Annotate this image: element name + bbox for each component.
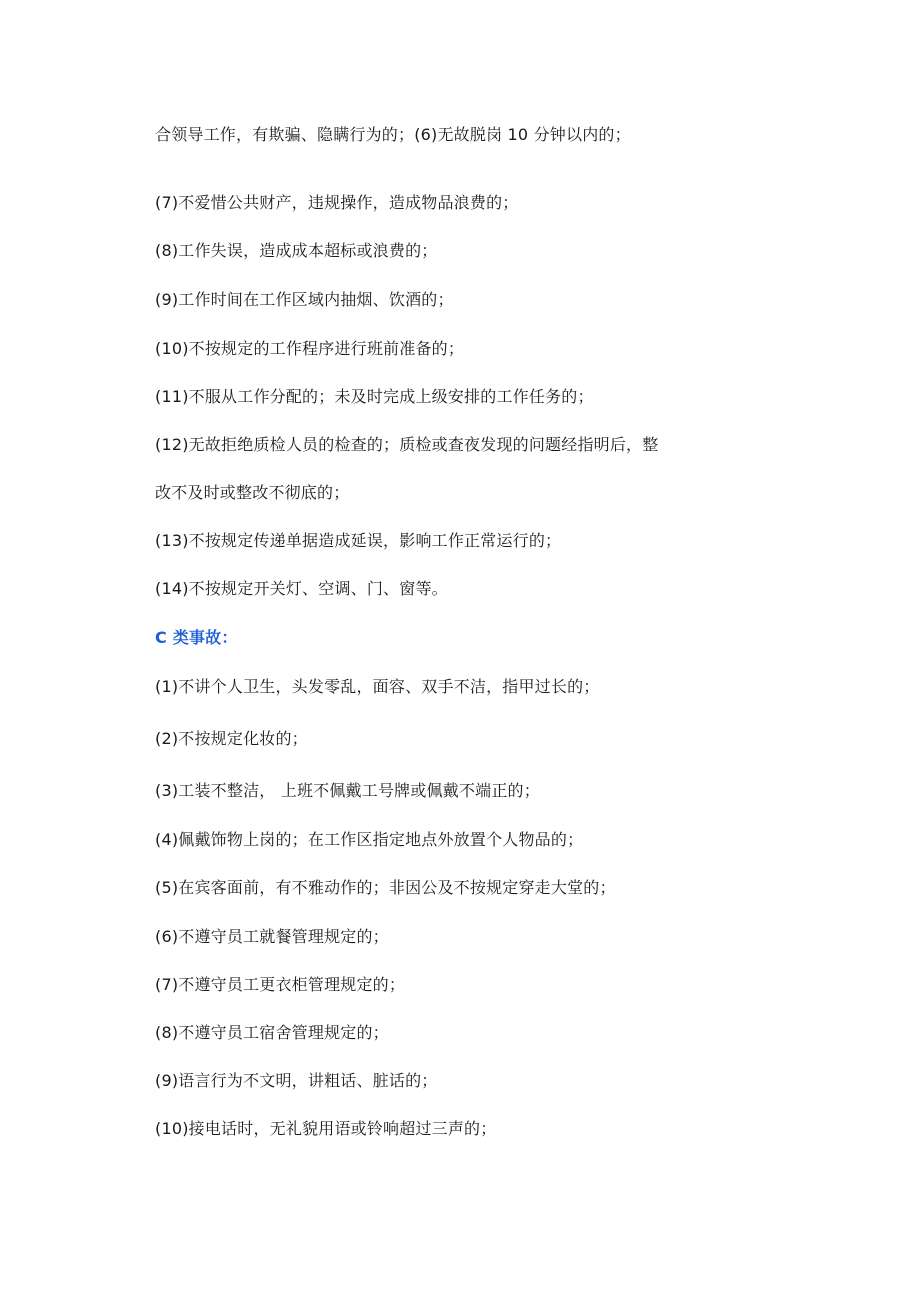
section-heading: C 类事故： [155,628,238,647]
list-item: (2)不按规定化妆的； [155,729,308,748]
list-item: (11)不服从工作分配的；未及时完成上级安排的工作任务的； [155,387,594,406]
list-item: (8)不遵守员工宿舍管理规定的； [155,1023,389,1042]
list-item: (8)工作失误，造成成本超标或浪费的； [155,241,438,260]
list-item: (10)接电话时，无礼貌用语或铃响超过三声的； [155,1119,497,1138]
list-item: (14)不按规定开关灯、空调、门、窗等。 [155,579,448,598]
list-item: (1)不讲个人卫生，头发零乱，面容、双手不洁，指甲过长的； [155,677,600,696]
list-item: (7)不爱惜公共财产，违规操作，造成物品浪费的； [155,193,519,212]
list-item: (12)无故拒绝质检人员的检查的；质检或查夜发现的问题经指明后，整 [155,435,659,454]
list-item: (10)不按规定的工作程序进行班前准备的； [155,339,465,358]
list-item: (9)语言行为不文明，讲粗话、脏话的； [155,1071,438,1090]
list-item: (4)佩戴饰物上岗的；在工作区指定地点外放置个人物品的； [155,830,584,849]
list-item: (7)不遵守员工更衣柜管理规定的； [155,975,406,994]
list-item: (3)工装不整洁， 上班不佩戴工号牌或佩戴不端正的； [155,781,540,800]
list-item-continuation: 改不及时或整改不彻底的； [155,483,350,502]
list-item: (13)不按规定传递单据造成延误，影响工作正常运行的； [155,531,562,550]
text-line: 合领导工作，有欺骗、隐瞒行为的；(6)无故脱岗 10 分钟以内的； [155,125,631,144]
list-item: (5)在宾客面前，有不雅动作的；非因公及不按规定穿走大堂的； [155,878,616,897]
list-item: (9)工作时间在工作区域内抽烟、饮酒的； [155,290,454,309]
list-item: (6)不遵守员工就餐管理规定的； [155,927,389,946]
